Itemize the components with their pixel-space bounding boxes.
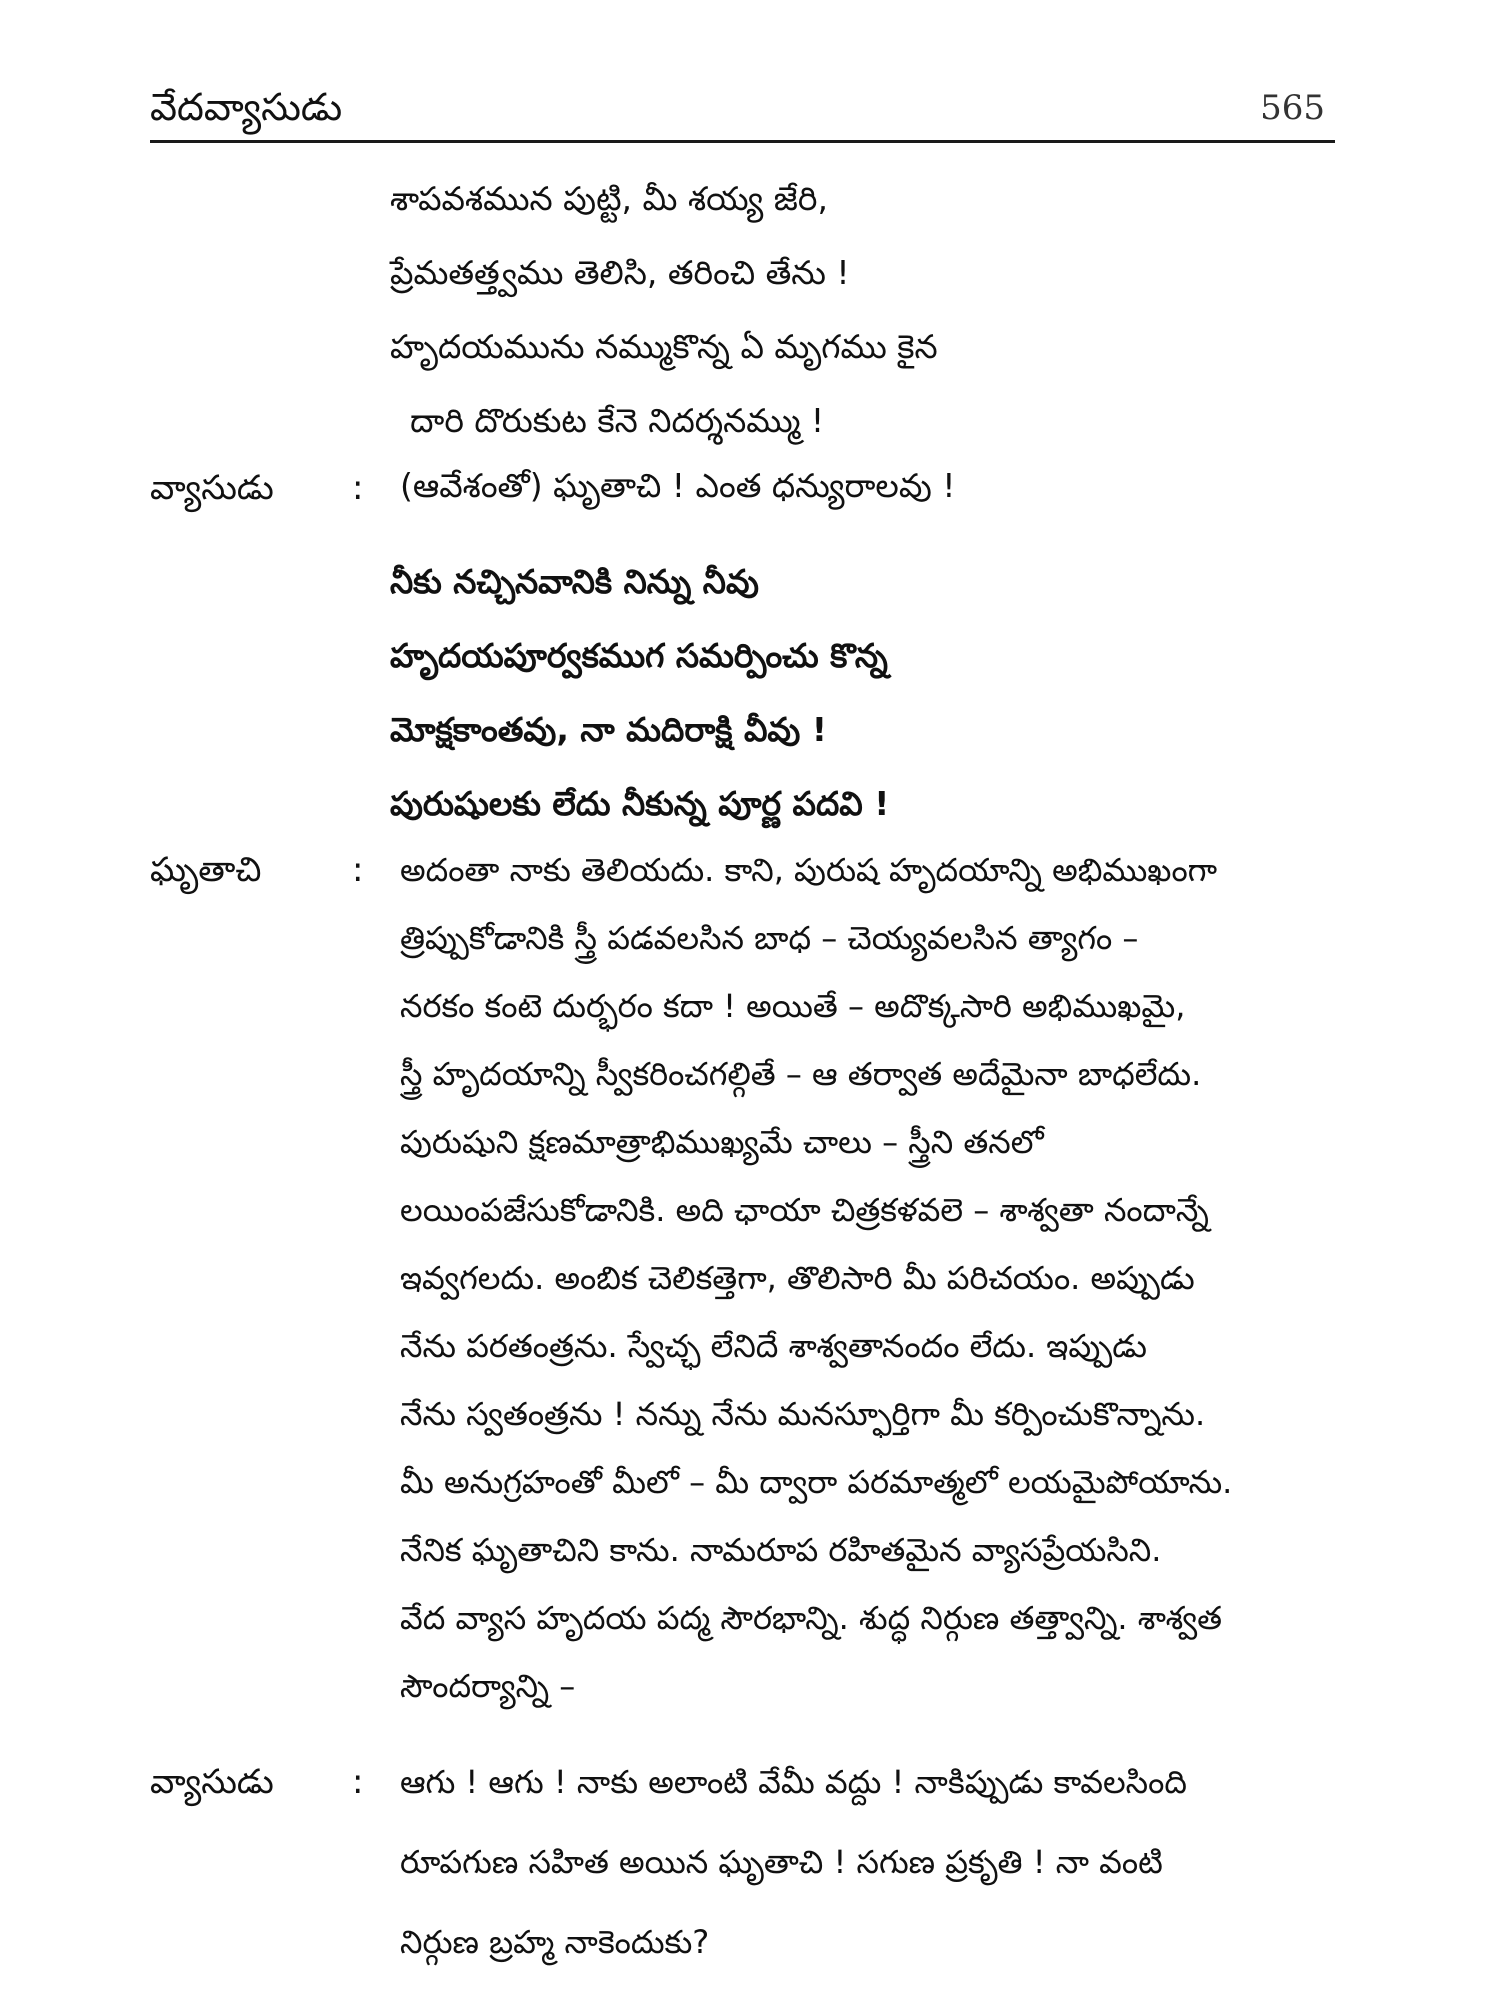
- verse-line: నీకు నచ్చినవానికి నిన్ను నీవు: [390, 562, 759, 601]
- speaker-colon: :: [352, 850, 364, 890]
- verse-block-two: [390, 545, 1350, 841]
- dialogue-text: (ఆవేశంతో) ఘృతాచి ! ఎంత ధన్యురాలవు !: [400, 466, 956, 505]
- paragraph-line: నిర్గుణ బ్రహ్మ నాకెందుకు?: [400, 1923, 710, 1961]
- paragraph-line: నేనిక ఘృతాచిని కాను. నామరూప రహితమైన వ్యాసప్రేయసిని.: [400, 1531, 1162, 1569]
- dialogue-paragraph: [400, 846, 1330, 1730]
- paragraph-line: పురుషుని క్షణమాత్రాభిముఖ్యమే చాలు – స్త్రీని తనలో: [400, 1123, 1044, 1161]
- paragraph-line: సౌందర్యాన్ని –: [400, 1667, 576, 1705]
- verse-line: ప్రేమతత్త్వము తెలిసి, తరించి తేను !: [390, 253, 850, 292]
- speaker-name: ఘృతాచి: [150, 850, 262, 890]
- paragraph-line: ఆగు ! ఆగు ! నాకు అలాంటి వేమీ వద్దు ! నాకిప్పుడు కావలసింది: [400, 1763, 1187, 1801]
- verse-line: మోక్షకాంతవు, నా మదిరాక్షి వీవు !: [390, 710, 827, 749]
- paragraph-line: వేద వ్యాస హృదయ పద్మ సౌరభాన్ని. శుద్ధ నిర్గుణ తత్త్వాన్ని. శాశ్వత: [400, 1599, 1223, 1637]
- page-number: 565: [1260, 88, 1325, 128]
- paragraph-line: నేను స్వతంత్రను ! నన్ను నేను మనస్ఫూర్తిగా మీ కర్పించుకొన్నాను.: [400, 1395, 1206, 1433]
- speaker-name: వ్యాసుడు: [150, 1762, 274, 1802]
- verse-line: దారి దొరుకుట కేనె నిదర్శనమ్ము !: [410, 401, 825, 440]
- paragraph-line: అదంతా నాకు తెలియదు. కాని, పురుష హృదయాన్ని అభిముఖంగా: [400, 851, 1218, 889]
- verse-line: హృదయపూర్వకముగ సమర్పించు కొన్న: [390, 636, 888, 675]
- paragraph-line: ఇవ్వగలదు. అంబిక చెలికత్తెగా, తొలిసారి మీ పరిచయం. అప్పుడు: [400, 1259, 1195, 1297]
- dialogue-paragraph: [400, 1758, 1330, 1998]
- paragraph-line: లయింపజేసుకోడానికి. అది ఛాయా చిత్రకళవలె – శాశ్వతా నందాన్నే: [400, 1191, 1209, 1229]
- paragraph-line: మీ అనుగ్రహంతో మీలో – మీ ద్వారా పరమాత్మలో లయమైపోయాను.: [400, 1463, 1233, 1501]
- speaker-colon: :: [352, 1762, 364, 1802]
- paragraph-line: స్త్రీ హృదయాన్ని స్వీకరించగల్గితే – ఆ తర్వాత అదేమైనా బాధలేదు.: [400, 1055, 1202, 1093]
- page-header: [150, 78, 1335, 143]
- speaker-colon: :: [352, 468, 364, 508]
- running-title: వేదవ్యాసుడు: [150, 85, 343, 129]
- verse-line: హృదయమును నమ్ముకొన్న ఏ మృగము కైన: [390, 327, 938, 366]
- verse-line: శాపవశమున పుట్టి, మీ శయ్య జేరి,: [390, 179, 828, 218]
- speaker-name: వ్యాసుడు: [150, 468, 274, 508]
- paragraph-line: రూపగుణ సహిత అయిన ఘృతాచి ! సగుణ ప్రకృతి ! నా వంటి: [400, 1843, 1163, 1881]
- verse-line: పురుషులకు లేదు నీకున్న పూర్ణ పదవి !: [390, 784, 890, 823]
- verse-block-one: [390, 162, 1350, 458]
- paragraph-line: త్రిప్పుకోడానికి స్త్రీ పడవలసిన బాధ – చెయ్యవలసిన త్యాగం –: [400, 919, 1139, 957]
- paragraph-line: నేను పరతంత్రను. స్వేచ్ఛ లేనిదే శాశ్వతానందం లేదు. ఇప్పుడు: [400, 1327, 1147, 1365]
- paragraph-line: నరకం కంటె దుర్భరం కదా ! అయితే – అదొక్కసారి అభిముఖమై,: [400, 987, 1186, 1025]
